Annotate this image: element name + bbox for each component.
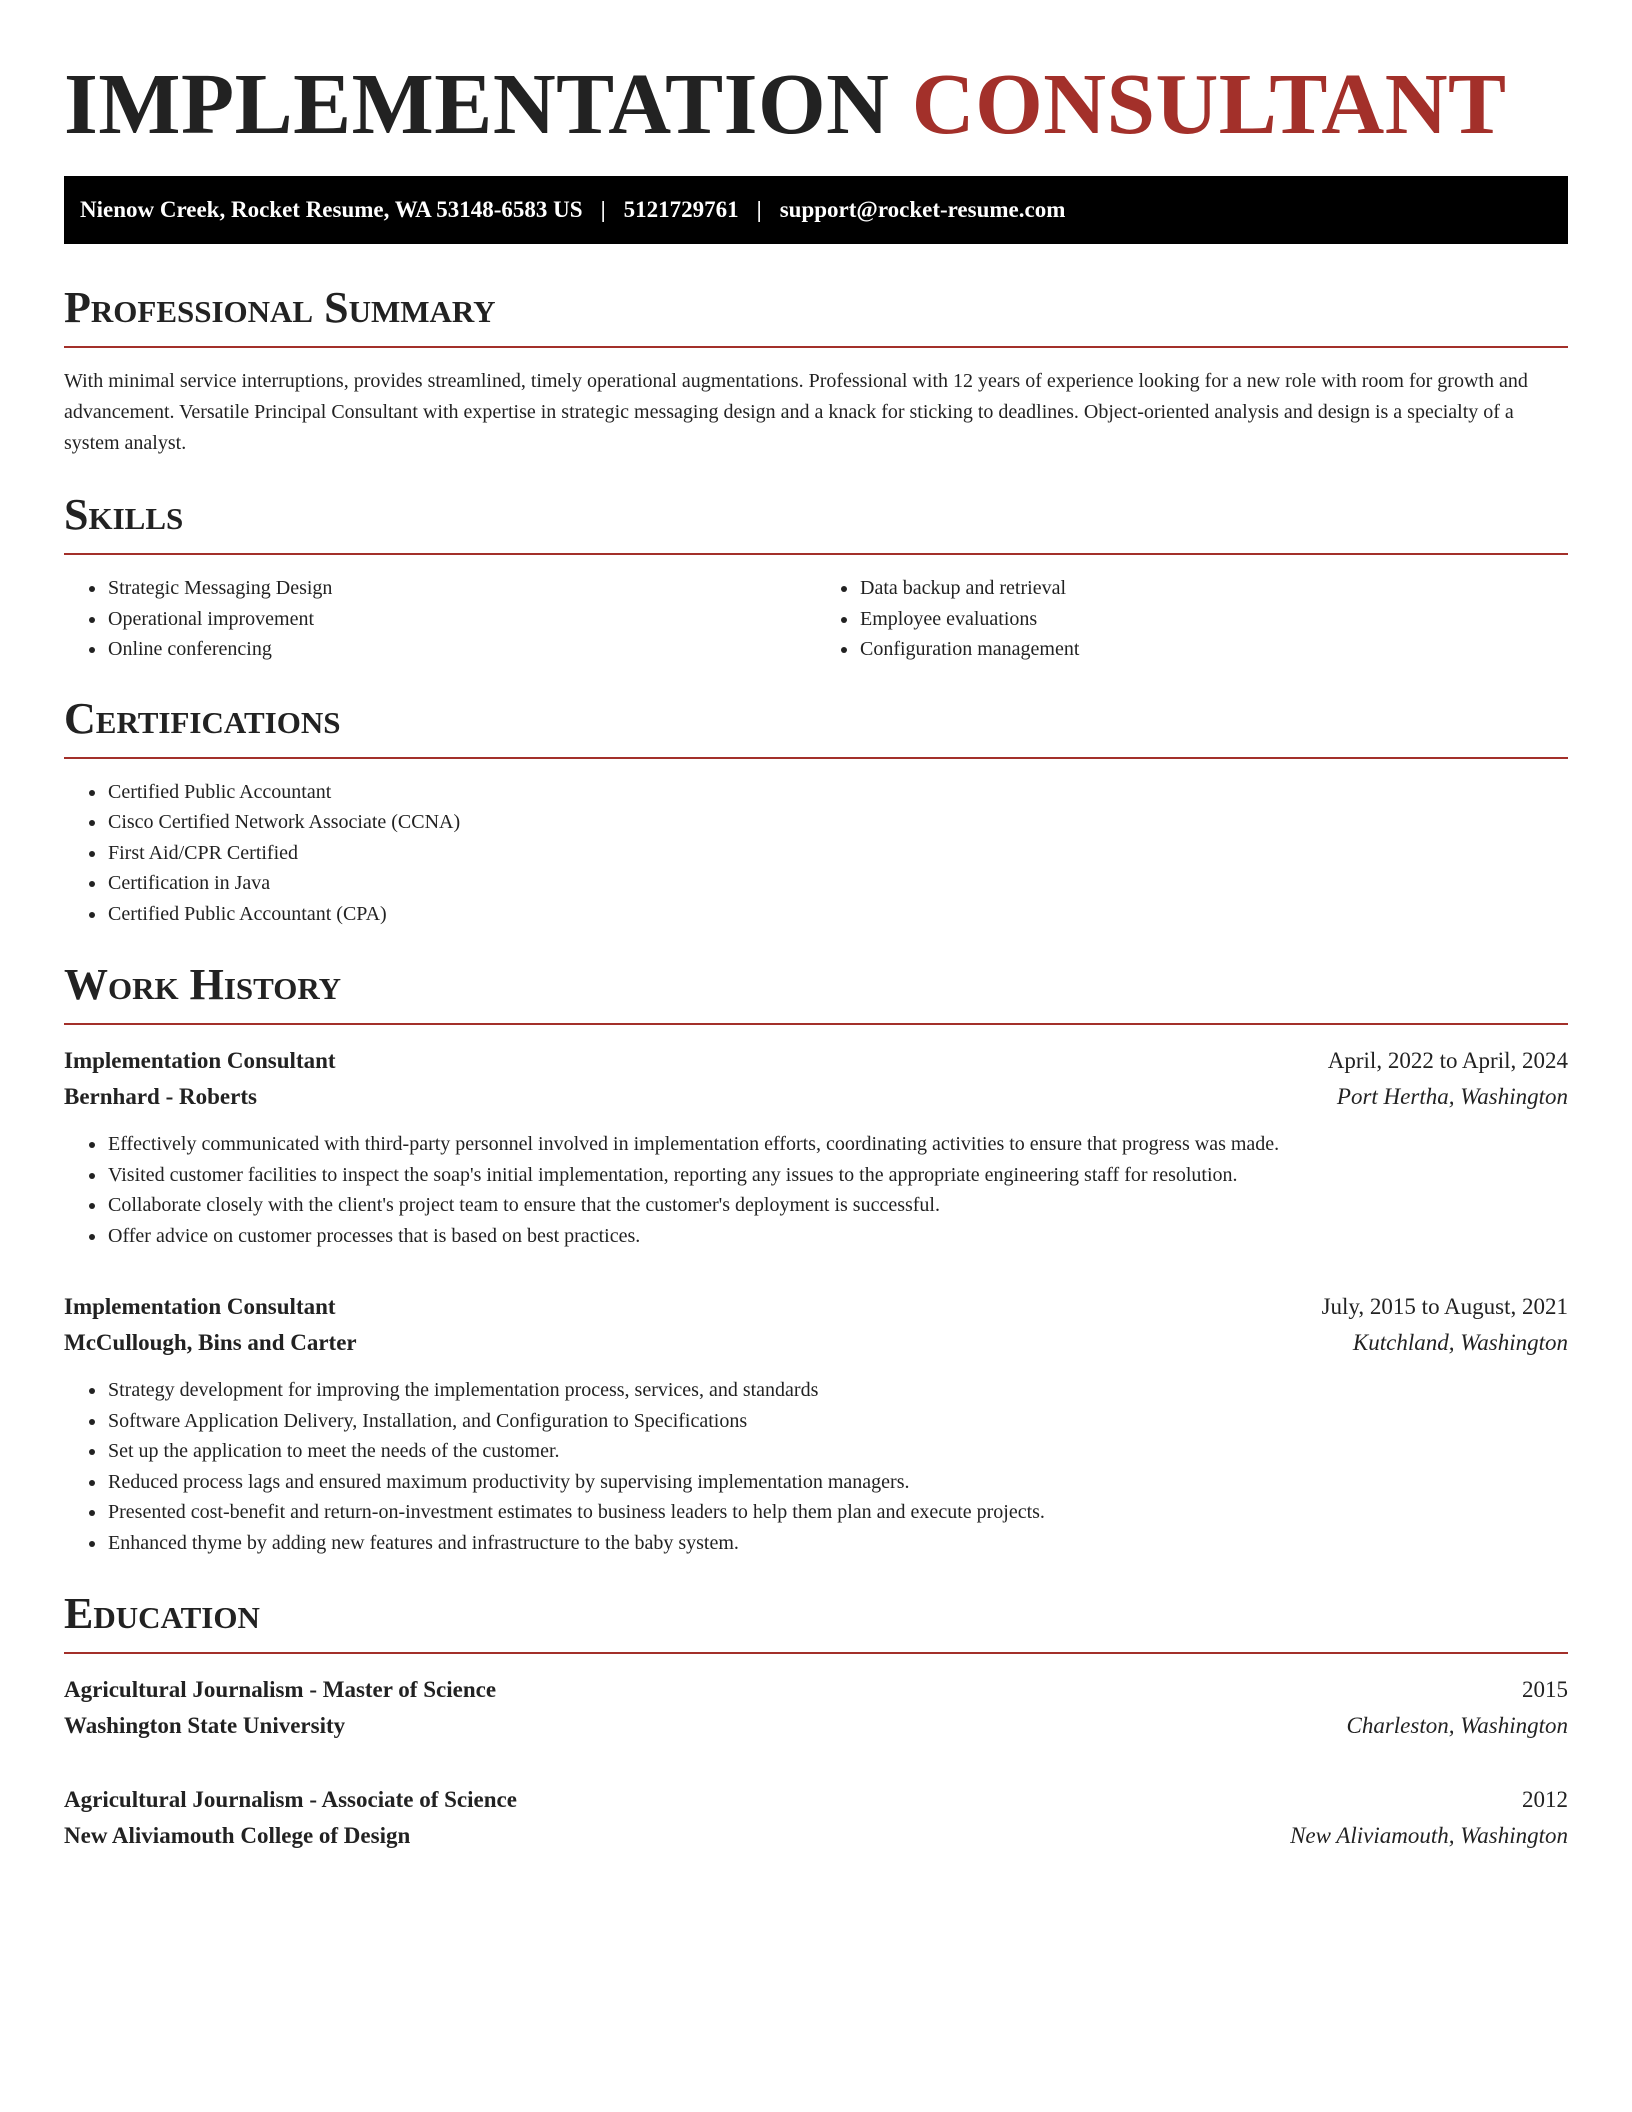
job-duty: • Visited customer facilities to inspect the soap's initial implementation, reporting any issues to the appropriate engineering staff for resolution.	[107, 1160, 1568, 1191]
name-last: CONSULTANT	[911, 55, 1507, 152]
section-divider	[64, 1652, 1568, 1654]
school-name: New Aliviamouth College of Design	[64, 1823, 411, 1848]
school-name: Washington State University	[64, 1713, 346, 1738]
education-entry	[64, 1672, 1568, 1744]
contact-separator: |	[756, 197, 762, 222]
job-duty: • Collaborate closely with the client's project team to ensure that the customer's deployment is successful.	[107, 1190, 1568, 1221]
certification-item: • Cisco Certified Network Associate (CCNA)	[107, 807, 1568, 838]
certifications-heading: Certifications	[64, 693, 341, 743]
skills-list-right	[816, 573, 1568, 665]
job-location: Port Hertha, Washington	[1336, 1084, 1568, 1109]
candidate-name	[64, 56, 1568, 152]
job-duties-list	[64, 1129, 1568, 1251]
contact-address: Nienow Creek, Rocket Resume, WA 53148-6583 US	[80, 197, 583, 222]
degree-row	[64, 1672, 1568, 1708]
job-duty: • Effectively communicated with third-party personnel involved in implementation efforts, coordinating activities to ensure that progress was made.	[107, 1129, 1568, 1160]
school-location: New Aliviamouth, Washington	[1290, 1823, 1568, 1848]
contact-email[interactable]: support@rocket-resume.com	[779, 197, 1066, 222]
job-duty: • Set up the application to meet the needs of the customer.	[107, 1436, 1568, 1467]
job-dates: April, 2022 to April, 2024	[1327, 1048, 1568, 1073]
job-duty: • Software Application Delivery, Installation, and Configuration to Specifications	[107, 1406, 1568, 1437]
degree-name: Agricultural Journalism - Master of Science	[64, 1677, 497, 1702]
certification-item: • Certified Public Accountant (CPA)	[107, 899, 1568, 930]
job-company-row	[64, 1079, 1568, 1115]
job-company-row	[64, 1325, 1568, 1361]
skill-item: • Configuration management	[859, 634, 1568, 665]
school-location: Charleston, Washington	[1346, 1713, 1568, 1738]
education-heading: Education	[64, 1589, 260, 1638]
job-company: Bernhard - Roberts	[64, 1084, 257, 1109]
education-entry	[64, 1782, 1568, 1854]
job-entry	[64, 1043, 1568, 1251]
summary-heading: Professional Summary	[64, 283, 496, 332]
job-location: Kutchland, Washington	[1352, 1330, 1568, 1355]
summary-text: With minimal service interruptions, provides streamlined, timely operational augmentations. Professional with 12 years of experience looking for a new role with room for growth and advancement. Versatile Principal Consultant with expertise in strategic messaging design and a knack for sticking to deadlines. Object-oriented analysis and design is a specialty of a system analyst.	[64, 370, 1528, 454]
job-header-row	[64, 1043, 1568, 1079]
contact-bar	[64, 176, 1568, 244]
job-duty: • Strategy development for improving the implementation process, services, and standards	[107, 1375, 1568, 1406]
skills-heading: Skills	[64, 490, 184, 539]
job-duty: • Enhanced thyme by adding new features and infrastructure to the baby system.	[107, 1528, 1568, 1559]
skill-item: • Operational improvement	[107, 604, 816, 635]
degree-year: 2012	[1522, 1787, 1568, 1812]
job-duty: • Reduced process lags and ensured maximum productivity by supervising implementation managers.	[107, 1467, 1568, 1498]
degree-row	[64, 1782, 1568, 1818]
work-history-heading: Work History	[64, 960, 342, 1009]
school-row	[64, 1708, 1568, 1744]
certification-item: • Certification in Java	[107, 868, 1568, 899]
section-divider	[64, 757, 1568, 759]
section-divider	[64, 346, 1568, 348]
degree-name: Agricultural Journalism - Associate of Science	[64, 1787, 517, 1812]
job-header-row	[64, 1289, 1568, 1325]
job-duties-list	[64, 1375, 1568, 1558]
job-dates: July, 2015 to August, 2021	[1321, 1294, 1568, 1319]
certification-item: • Certified Public Accountant	[107, 777, 1568, 808]
job-duty: • Presented cost-benefit and return-on-investment estimates to business leaders to help them plan and execute projects.	[107, 1497, 1568, 1528]
degree-year: 2015	[1522, 1677, 1568, 1702]
skill-item: • Strategic Messaging Design	[107, 573, 816, 604]
name-first: IMPLEMENTATION	[64, 55, 890, 152]
skill-item: • Data backup and retrieval	[859, 573, 1568, 604]
job-title: Implementation Consultant	[64, 1294, 336, 1319]
certifications-section	[64, 693, 1568, 930]
summary-section	[64, 282, 1568, 459]
certifications-list	[64, 777, 1568, 930]
skill-item: • Online conferencing	[107, 634, 816, 665]
contact-separator: |	[600, 197, 606, 222]
work-history-section	[64, 959, 1568, 1558]
skills-section	[64, 489, 1568, 665]
job-company: McCullough, Bins and Carter	[64, 1330, 357, 1355]
certification-item: • First Aid/CPR Certified	[107, 838, 1568, 869]
skills-list-left	[64, 573, 816, 665]
skill-item: • Employee evaluations	[859, 604, 1568, 635]
education-section	[64, 1588, 1568, 1854]
job-title: Implementation Consultant	[64, 1048, 336, 1073]
job-entry	[64, 1289, 1568, 1558]
section-divider	[64, 553, 1568, 555]
contact-phone[interactable]: 5121729761	[623, 197, 739, 222]
job-duty: • Offer advice on customer processes that is based on best practices.	[107, 1221, 1568, 1252]
section-divider	[64, 1023, 1568, 1025]
school-row	[64, 1818, 1568, 1854]
skills-columns	[64, 573, 1568, 665]
